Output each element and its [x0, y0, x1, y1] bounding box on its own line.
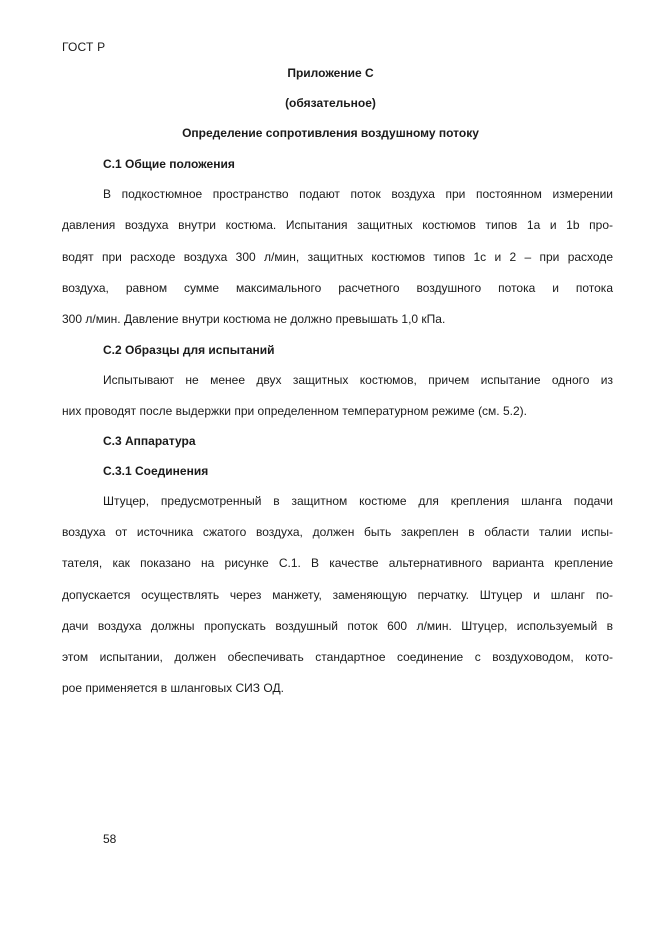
standard-header: ГОСТ Р	[62, 40, 106, 54]
section-c31-line: этом испытании, должен обеспечивать стандартное соединение с воздуховодом, кото-	[62, 650, 613, 664]
appendix-status: (обязательное)	[285, 96, 376, 110]
section-c1-line: В подкостюмное пространство подают поток воздуха при постоянном измерении	[103, 187, 613, 201]
section-c31-line: Штуцер, предусмотренный в защитном костюме для крепления шланга подачи	[103, 494, 613, 508]
section-c31-heading: С.3.1 Соединения	[103, 464, 209, 478]
section-c1-line: воздуха, равном сумме максимального расчетного воздушного потока и потока	[62, 281, 613, 295]
section-c2-line: Испытывают не менее двух защитных костюмов, причем испытание одного из	[103, 373, 613, 387]
section-c31-line: рое применяется в шланговых СИЗ ОД.	[62, 681, 284, 695]
section-c31-line: тателя, как показано на рисунке С.1. В качестве альтернативного варианта крепление	[62, 556, 613, 570]
section-c3-heading: С.3 Аппаратура	[103, 434, 196, 448]
page-number: 58	[103, 832, 117, 846]
section-c2-heading: С.2 Образцы для испытаний	[103, 343, 275, 357]
section-c31-line: воздуха от источника сжатого воздуха, должен быть закреплен в области талии испы-	[62, 525, 613, 539]
appendix-title: Приложение С	[287, 66, 374, 80]
section-c31-line: допускается осуществлять через манжету, заменяющую перчатку. Штуцер и шланг по-	[62, 588, 613, 602]
section-c2-line: них проводят после выдержки при определенном температурном режиме (см. 5.2).	[62, 404, 527, 418]
section-c1-line: давления воздуха внутри костюма. Испытания защитных костюмов типов 1а и 1b про-	[62, 218, 613, 232]
section-c1-heading: С.1 Общие положения	[103, 157, 235, 171]
section-c1-line: водят при расходе воздуха 300 л/мин, защитных костюмов типов 1с и 2 – при расходе	[62, 250, 613, 264]
section-c31-line: дачи воздуха должны пропускать воздушный поток 600 л/мин. Штуцер, используемый в	[62, 619, 613, 633]
appendix-subject: Определение сопротивления воздушному потоку	[182, 126, 479, 140]
section-c1-line: 300 л/мин. Давление внутри костюма не должно превышать 1,0 кПа.	[62, 312, 446, 326]
